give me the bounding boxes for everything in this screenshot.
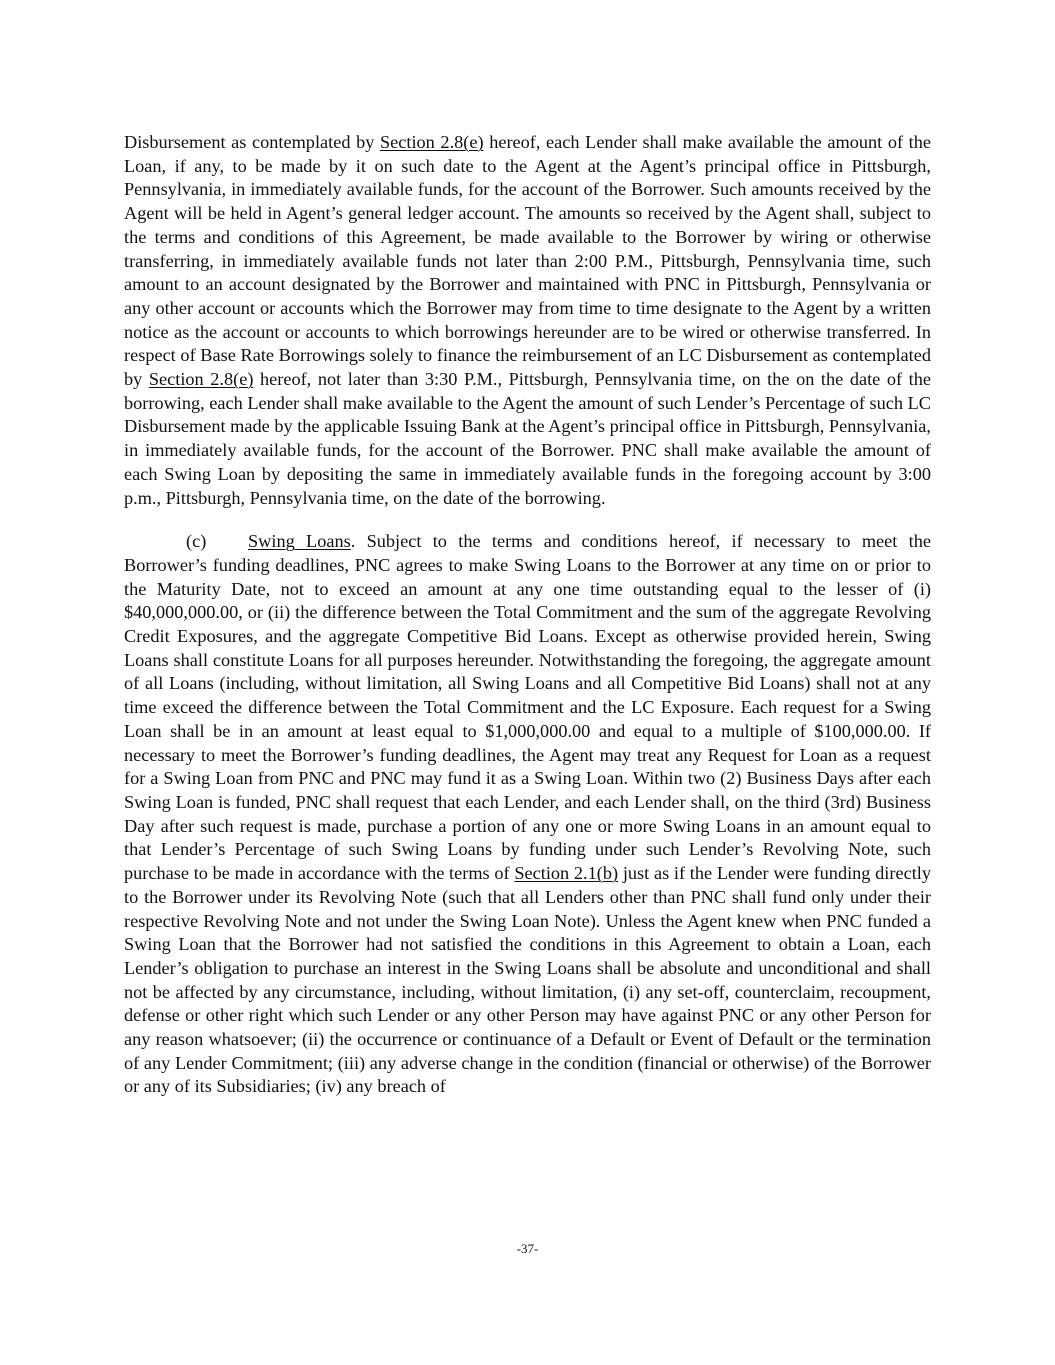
page-number: -37- xyxy=(516,1241,539,1256)
text-run: hereof, each Lender shall make available the amount of the Loan, if any, to be made by it on such date to the Agent at the Agent’s principal office in Pittsburgh, Pennsylvania, in immediately available funds, for the account of the Borrower. Such amounts received by the Agent will be held in Agent’s general ledger account. The amounts so received by the Agent shall, subject to the terms and conditions of this Agreement, be made available to the Borrower by wiring or otherwise transferring, in immediately available funds not later than 2:00 P.M., Pittsburgh, Pennsylvania time, such amount to an account designated by the Borrower and maintained with PNC in Pittsburgh, Pennsylvania or any other account or accounts which the Borrower may from time to time designate to the Agent by a written notice as the account or accounts to which borrowings hereunder are to be wired or otherwise transferred. In respect of Base Rate Borrowings solely to finance the reimbursement of an LC Disbursement as contemplated by xyxy=(124,132,932,390)
section-heading-swing-loans: Swing Loans xyxy=(248,531,351,552)
text-run: Disbursement as contemplated by xyxy=(124,132,380,152)
section-reference-2-8-e: Section 2.8(e) xyxy=(148,369,254,390)
document-body xyxy=(124,131,931,1099)
section-reference-2-1-b: Section 2.1(b) xyxy=(514,863,619,884)
text-run: . Subject to the terms and conditions hereof, if necessary to meet the Borrower’s funding deadlines, PNC agrees to make Swing Loans to the Borrower at any time on or prior to the Maturity Date, not to exceed an amount at any one time outstanding equal to the lesser of (i) $40,000,000.00, or (ii) the difference between the Total Commitment and the sum of the aggregate Revolving Credit Exposures, and the aggregate Competitive Bid Loans. Except as otherwise provided herein, Swing Loans shall constitute Loans for all purposes hereunder. Notwithstanding the foregoing, the aggregate amount of all Loans (including, without limitation, all Swing Loans and all Competitive Bid Loans) shall not at any time exceed the difference between the Total Commitment and the LC Exposure. Each request for a Swing Loan shall be in an amount at least equal to $1,000,000.00 and equal to a multiple of $100,000.00. If necessary to meet the Borrower’s funding deadlines, the Agent may treat any Request for Loan as a request for a Swing Loan from PNC and PNC may fund it as a Swing Loan. Within two (2) Business Days after each Swing Loan is funded, PNC shall request that each Lender, and each Lender shall, on the third (3rd) Business Day after such request is made, purchase a portion of any one or more Swing Loans in an amount equal to that Lender’s Percentage of such Swing Loans by funding under such Lender’s Revolving Note, such purchase to be made in accordance with the terms of xyxy=(124,531,931,884)
list-marker: (c) xyxy=(186,531,207,552)
paragraph-swing-loans xyxy=(124,530,931,1099)
text-run: hereof, not later than 3:30 P.M., Pittsburgh, Pennsylvania time, on the on the date of the borrowing, each Lender shall make available to the Agent the amount of such Lender’s Percentage of such LC Disbursement made by the applicable Issuing Bank at the Agent’s principal office in Pittsburgh, Pennsylvania, in immediately available funds, for the account of the Borrower. PNC shall make available the amount of each Swing Loan by depositing the same in immediately available funds in the foregoing account by 3:00 p.m., Pittsburgh, Pennsylvania time, on the date of the borrowing. xyxy=(124,369,931,508)
paragraph-loan-funding xyxy=(124,131,931,510)
section-reference-2-8-e: Section 2.8(e) xyxy=(379,132,484,152)
text-run: just as if the Lender were funding directly to the Borrower under its Revolving Note (such that all Lenders other than PNC shall fund only under their respective Revolving Note and not under the Swing Loan Note). Unless the Agent knew when PNC funded a Swing Loan that the Borrower had not satisfied the conditions in this Agreement to obtain a Loan, each Lender’s obligation to purchase an interest in the Swing Loans shall be absolute and unconditional and shall not be affected by any circumstance, including, without limitation, (i) any set-off, counterclaim, recoupment, defense or other right which such Lender or any other Person may have against PNC or any other Person for any reason whatsoever; (ii) the occurrence or continuance of a Default or Event of Default or the termination of any Lender Commitment; (iii) any adverse change in the condition (financial or otherwise) of the Borrower or any of its Subsidiaries; (iv) any breach of xyxy=(124,863,932,1097)
